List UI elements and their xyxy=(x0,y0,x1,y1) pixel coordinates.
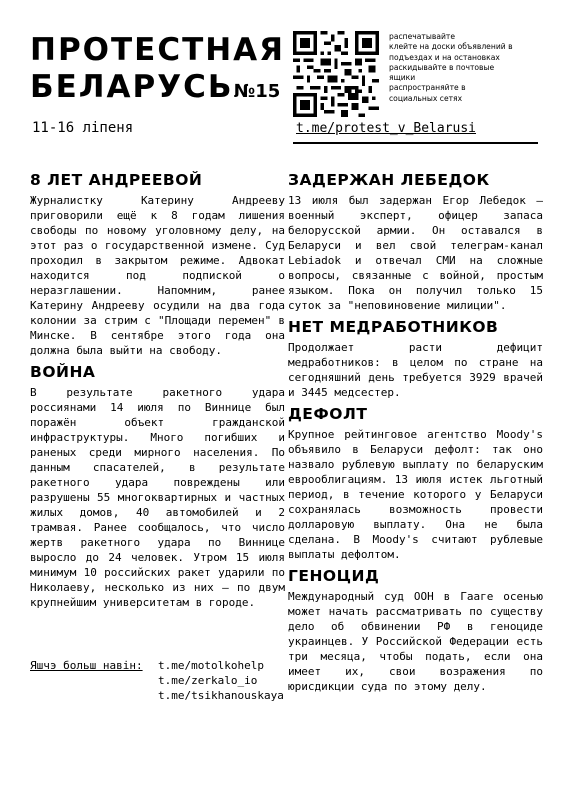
article-heading-default: ДЕФОЛТ xyxy=(288,405,368,423)
more-news-link-tsikhanouskaya[interactable]: t.me/tsikhanouskaya xyxy=(158,689,284,702)
qr-caption-line: клейте на доски объявлений в xyxy=(389,42,513,52)
article-heading-lebedok: ЗАДЕРЖАН ЛЕБЕДОК xyxy=(288,171,490,189)
article-text-genocide: Международный суд ООН в Гааге осенью может начать рассматривать по существу дело об обвинении РФ в геноциде украинцев. У Российской Федерации есть три месяца, чтобы подать, если она имеет их, свои возражения по юрисдикции суда по этому делу. xyxy=(288,590,543,693)
article-text-lebedok: 13 июля был задержан Егор Лебедок — военный эксперт, офицер запаса белорусской армии. Он оставался в Беларуси и вел свой телеграм-канал Lebiadok и отвечал СМИ на сложные вопросы, связанные с войной, простым языком. Пока он получил только 15 суток за "неповиновение милиции". xyxy=(288,194,543,312)
issue-number: №15 xyxy=(233,81,281,102)
qr-code-icon xyxy=(293,31,379,117)
right-column xyxy=(288,170,543,698)
title-line-2 xyxy=(30,69,285,110)
qr-caption-line: раскидывайте в почтовые xyxy=(389,62,495,72)
more-news-link-zerkalo[interactable]: t.me/zerkalo_io xyxy=(158,674,258,687)
article-text-andreeva: Журналистку Катерину Андрееву приговорили ещё к 8 годам лишения свободы по новому уголовному делу, на этот раз о государственной измене. Суд проходил в закрытом режиме. Адвокат находится под подпиской о неразглашении. Напомним, ранее Катерину Андрееву осудили на два года колонии за стрим с "Площади перемен" в Минске. В сентябре этого года она должна была выйти на свободу. xyxy=(30,194,285,357)
article-heading-andreeva: 8 ЛЕТ АНДРЕЕВОЙ xyxy=(30,171,203,189)
article-heading-war: ВОЙНА xyxy=(30,363,96,381)
qr-caption-line: социальных сетях xyxy=(389,93,463,103)
qr-caption-line: распространяйте в xyxy=(389,83,466,93)
title-line-2-text: БЕЛАРУСЬ xyxy=(30,69,234,105)
qr-caption xyxy=(389,32,549,104)
qr-caption-line: подъездах и на остановках xyxy=(389,52,500,62)
article-text-default: Крупное рейтинговое агентство Moody's объявило в Беларуси дефолт: так оно назвало рублевую выплату по беларуским еврооблигациям. 13 июля истек льготный период, в течение которого у Беларуси сохранялась возможность провести долларовую выплату. Она не была сделана. В Moody's считают рублевые выплаты дефолтом. xyxy=(288,428,543,561)
article-text-medics: Продолжает расти дефицит медработников: в целом по стране на сегодняшний день требуется 3929 врачей и 3445 медсестер. xyxy=(288,341,543,399)
newspaper-title xyxy=(30,32,285,110)
qr-caption-line: распечатывайте xyxy=(389,32,456,41)
article-heading-medics: НЕТ МЕДРАБОТНИКОВ xyxy=(288,318,499,336)
left-column xyxy=(30,170,285,614)
header-divider xyxy=(293,142,538,144)
issue-date: 11-16 ліпеня xyxy=(32,120,134,136)
article-text-war: В результате ракетного удара россиянами 14 июля по Виннице был поражён объект гражданской инфраструктуры. Много погибших и раненых среди мирного населения. По данным спасателей, в результате ракетного удара повреждены или разрушены 55 многоквартирных и частных жилых домов, 40 автомобилей и 2 трамвая. Ранее сообщалось, что число жертв ракетного удара по Виннице выросло до 24 человек. Утром 15 июля минимум 10 российских ракет ударили по Николаеву, несколько из них — по двум крупнейшим университетам в городе. xyxy=(30,386,285,609)
title-line-1: ПРОТЕСТНАЯ xyxy=(30,32,286,68)
more-news-link-motolkohelp[interactable]: t.me/motolkohelp xyxy=(158,659,264,672)
qr-caption-line: ящики xyxy=(389,73,416,83)
telegram-link[interactable]: t.me/protest_v_Belarusi xyxy=(296,121,477,136)
article-heading-genocide: ГЕНОЦИД xyxy=(288,567,380,585)
more-news-label: Яшчэ больш навін: xyxy=(30,659,143,672)
